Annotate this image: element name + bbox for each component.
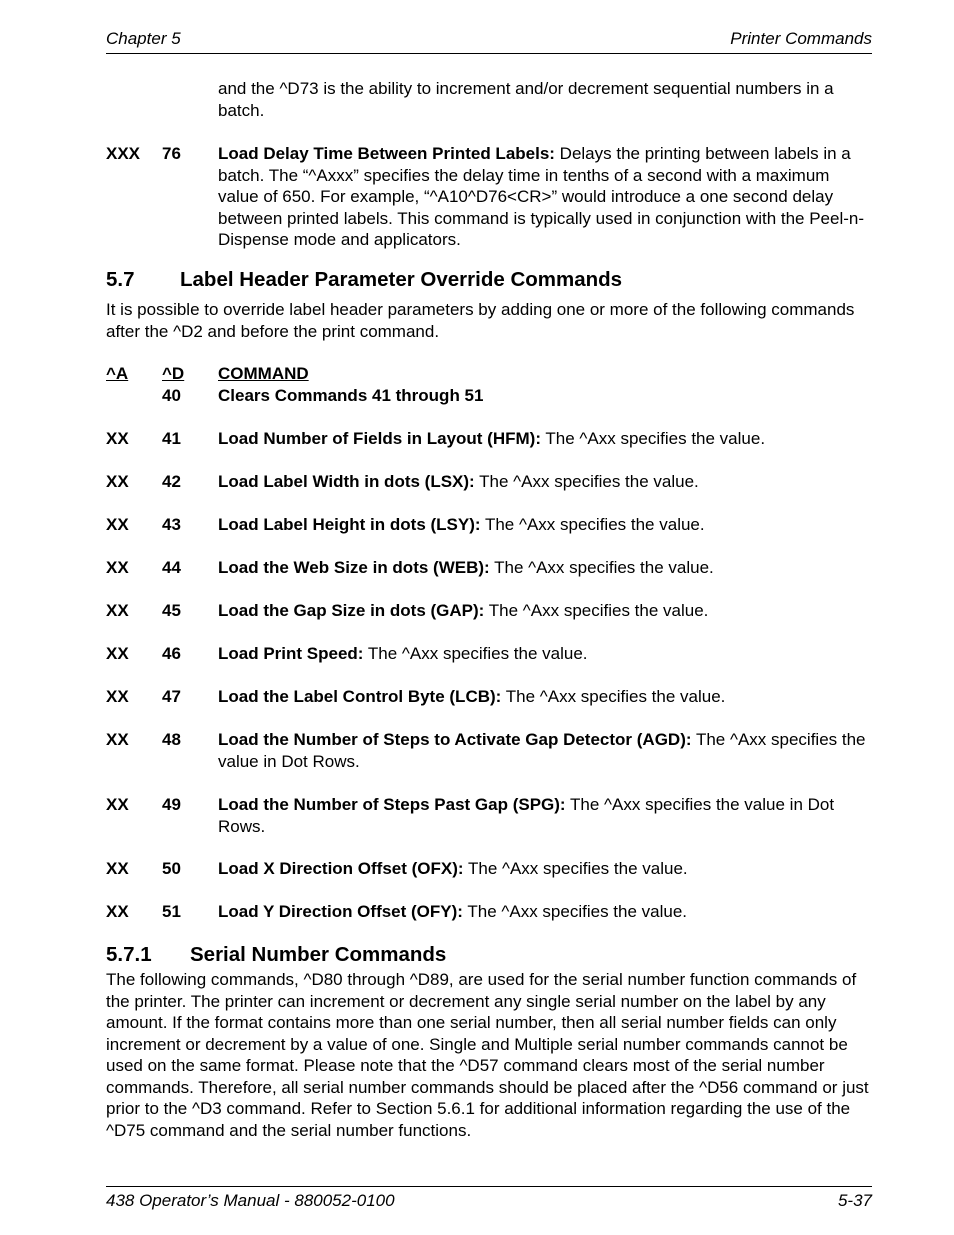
command-description: The ^Axx specifies the value. [463,859,688,878]
command-d-value: 76 [162,144,181,163]
section-number: 5.7.1 [106,943,152,966]
command-a-value: XX [106,601,129,620]
intro-continuation [106,78,872,121]
command-description: The ^Axx specifies the value. [474,472,699,491]
command-a-value: XX [106,644,129,663]
command-d-value: 45 [162,601,181,620]
command-description: The ^Axx specifies the value. [501,687,726,706]
command-49 [106,794,872,837]
command-a-value: XX [106,429,129,448]
command-title: Load the Label Control Byte (LCB): [218,687,502,706]
command-a-value: XX [106,730,129,749]
command-description: The ^Axx specifies the value. [363,644,588,663]
section-heading-5-7 [106,269,622,291]
command-a-value: XXX [106,144,141,163]
command-d-value: 49 [162,795,181,814]
command-title: Load the Web Size in dots (WEB): [218,558,490,577]
command-50 [106,858,872,880]
manual-title: 438 Operator’s Manual - 880052-0100 [106,1191,395,1210]
command-title: Load Delay Time Between Printed Labels: [218,144,555,163]
command-76 [106,143,872,251]
command-a-value: XX [106,687,129,706]
command-description: The ^Axx specifies the value. [462,902,688,921]
command-a-value: XX [106,472,129,491]
section-intro: It is possible to override label header parameters by adding one or more of the following commands after the ^D2 and before the print command. [106,300,855,341]
command-46 [106,643,872,665]
command-d-value: 42 [162,472,181,491]
command-description: The ^Axx specifies the value in Dot Rows. [218,795,835,836]
intro-continuation-text: and the ^D73 is the ability to increment and/or decrement sequential numbers in a batch. [218,79,834,120]
section-title: Serial Number Commands [190,943,447,966]
command-title: Load Print Speed: [218,644,364,663]
command-d-value: 51 [162,902,181,921]
section-label: Printer Commands [730,29,872,48]
command-title: Load Label Width in dots (LSX): [218,472,475,491]
command-title: Load the Number of Steps Past Gap (SPG): [218,795,566,814]
command-description: The ^Axx specifies the value. [484,601,709,620]
command-d-value: 44 [162,558,181,577]
command-43 [106,514,872,536]
command-description: The ^Axx specifies the value. [540,429,766,448]
chapter-label: Chapter 5 [106,29,181,48]
section-heading-5-7-1 [106,944,446,966]
page-footer [106,1186,872,1212]
command-description: Delays the printing between labels in a batch. The “^Axxx” specifies the delay time in tenths of a second with a maximum value of 650. For example, “^A10^D76<CR>” would introduce a one second delay between printed labels. This command is typically used in conjunction with the Peel-n-Dispense mode and applicators. [218,144,865,249]
command-41 [106,428,872,450]
command-d-value: 48 [162,730,181,749]
command-description: The ^Axx specifies the value. [480,515,705,534]
command-d-value: 47 [162,687,181,706]
command-48 [106,729,872,772]
command-table-header [106,363,872,406]
command-d-value: 46 [162,644,181,663]
command-title: Load Y Direction Offset (OFY): [218,902,463,921]
section-title: Label Header Parameter Override Commands [180,268,623,291]
command-d-value: 50 [162,859,181,878]
page-header [106,28,872,54]
command-title: Load the Number of Steps to Activate Gap Detector (AGD): [218,730,692,749]
command-a-value: XX [106,515,129,534]
command-title: Load X Direction Offset (OFX): [218,859,464,878]
command-a-value: XX [106,859,129,878]
column-a-header: ^A [106,364,129,383]
column-d-header: ^D [162,364,185,383]
command-title: Load Number of Fields in Layout (HFM): [218,429,541,448]
command-title: Load the Gap Size in dots (GAP): [218,601,485,620]
command-a-value: XX [106,558,129,577]
command-51 [106,901,872,923]
command-a-value: XX [106,902,129,921]
section-body: The following commands, ^D80 through ^D89, are used for the serial number function commands of the printer. The printer can increment or decrement any single serial number on the label by any amount. If the format contains more than one serial number, then all serial number fields can only increment or decrement by a value of one. Single and Multiple serial number commands cannot be used on the same format. Please note that the ^D57 command clears most of the serial number commands. Therefore, all serial number commands should be placed after the ^D56 command or just prior to the ^D3 command. Refer to Section 5.6.1 for additional information regarding the use of the ^D75 command and the serial number functions. [106,970,869,1140]
command-title: Clears Commands 41 through 51 [218,385,484,405]
command-title: Load Label Height in dots (LSY): [218,515,481,534]
command-47 [106,686,872,708]
page-number: 5-37 [837,1191,872,1210]
command-d-value: 40 [162,385,181,405]
command-description: The ^Axx specifies the value. [489,558,714,577]
section-number: 5.7 [106,268,135,291]
command-d-value: 41 [162,429,181,448]
command-45 [106,600,872,622]
command-d-value: 43 [162,515,181,534]
command-a-value: XX [106,795,129,814]
command-description: The ^Axx specifies the value in Dot Rows. [218,730,866,771]
command-40 [106,385,872,407]
column-command-header: COMMAND [218,364,309,383]
command-44 [106,557,872,579]
command-42 [106,471,872,493]
